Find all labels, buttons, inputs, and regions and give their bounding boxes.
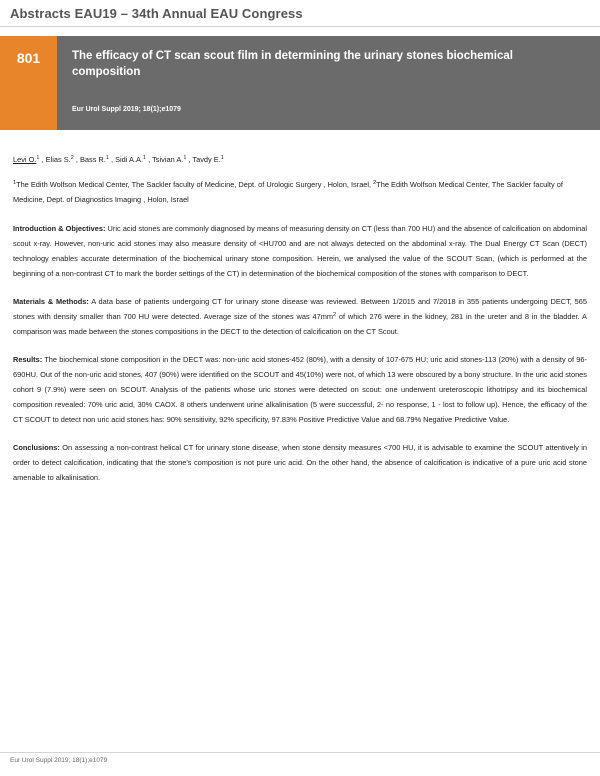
affiliation-sup: 1 (13, 180, 17, 186)
author: Levi O.$^1$ , (13, 155, 46, 164)
affiliations (13, 177, 587, 207)
section-text: A data base of patients undergoing CT for urinary stone disease was reviewed. Between 1/2015 and 7/2018 in 355 patients undergoing DECT, 565 stones with density smaller than 700 HU were detected. Average size of the stones was 47mm (13, 297, 587, 321)
section-text: Uric acid stones are commonly diagnosed by means of measuring density on CT (less than 700 HU) and the absence of calcification on abdominal scout x-ray. However, non-uric acid stones may also measure density of <HU700 and are not always detected on the abdominal x-ray. The Dual Energy CT Scan (DECT) technology enables accurate determination of the biochemical urinary stone composition. Herein, we analysed the value of the SCOUT Scan, (which is performed at the beginning of a non-contrast CT to mark the border settings of the CT) in determination of the biochemical composition of the stones with comparison to DECT. (13, 224, 588, 278)
author: Tavdy E.$^1$ (192, 155, 224, 164)
section-text: On assessing a non-contrast helical CT for urinary stone disease, when stone density measures <700 HU, it is advisable to examine the SCOUT attentively in order to detect calcification, indicating that the stone's composition is not pure uric acid. On the other hand, the absence of calcification is indicative of a pure uric acid stone amenable to alkalinisation. (13, 443, 587, 482)
affiliation-text: The Edith Wolfson Medical Center, The Sackler faculty of Medicine, Dept. of Urologic Surgery , Holon, Israel, (16, 180, 374, 189)
abstract-banner (0, 36, 600, 130)
banner-citation: Eur Urol Suppl 2019; 18(1);e1079 (72, 106, 181, 113)
section-text: The biochemical stone composition in the DECT was: non-uric acid stones-452 (80%), with a density of 107-675 HU; uric acid stones-113 (20%) with a density of 96-690HU. Out of the non-uric acid stones, 407 (90%) were identified on the SCOUT and 45(10%) were not, of which 13 were obscured by a bony structure. In the uric acid stones cohort 9 (7.9%) were seen on SCOUT. Analysis of the patients whose uric stones were detected on scout: one underwent ureteroscopic lithotripsy and its biochemical composition revealed: 70% uric acid, 30% CAOX. 8 others underwent urine alkalinisation (5 were successful, 2- no response, 1 - lost to follow up). Hence, the efficacy of the CT SCOUT to detect non uric acid stones has: 90% sensitivity, 92% specificity, 97.83% Positive Predictive Value and 68.79% Negative Predictive Value. (13, 355, 587, 424)
conclusions-section (13, 440, 587, 485)
abstract-title: The efficacy of CT scan scout film in determining the urinary stones biochemical composition (72, 50, 513, 78)
section-label: Introduction & Objectives: (13, 224, 106, 233)
author: Elias S.$^2$ , (45, 155, 80, 164)
author-list (13, 152, 587, 167)
author: Bass R.$^1$ , (79, 155, 116, 164)
introduction-section (13, 221, 587, 281)
affiliation-sup: 2 (373, 180, 377, 186)
section-text: of which 276 were in the kidney, 281 in the ureter and 8 in the bladder. A comparison was made between the stones compositions in the DECT to the detection of calcification on the CT Scout. (13, 312, 587, 336)
abstract-number: 801 (16, 50, 41, 66)
affiliation-text: The Edith Wolfson Medical Center, The Sackler faculty of Medicine, Dept. of Diagnostics Imaging , Holon, Israel (13, 180, 563, 204)
journal-title: Abstracts EAU19 – 34th Annual EAU Congress (10, 6, 303, 21)
author: Sidi A.A.$^1$ , (115, 155, 153, 164)
section-label: Materials & Methods: (13, 297, 89, 306)
header-divider (0, 26, 600, 27)
footer-citation: Eur Urol Suppl 2019; 18(1);e1079 (10, 757, 108, 764)
methods-section (13, 294, 587, 339)
section-label: Results: (13, 355, 43, 364)
section-sup: 2 (333, 312, 337, 318)
section-label: Conclusions: (13, 443, 60, 452)
abstract-number-badge (0, 36, 57, 130)
footer-divider (0, 752, 600, 753)
results-section (13, 352, 587, 427)
author: Tsivian A.$^1$ , (152, 155, 193, 164)
abstract-content (13, 152, 587, 498)
